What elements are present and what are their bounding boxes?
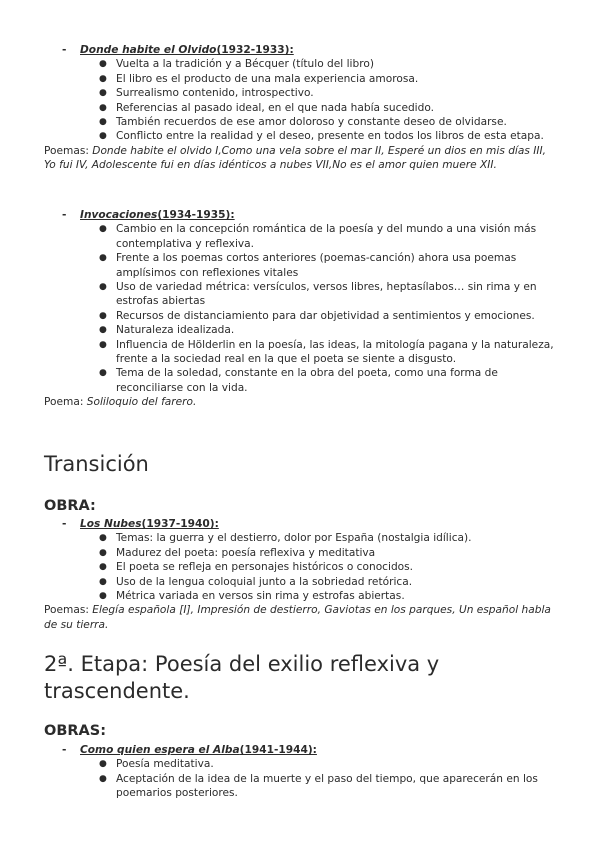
bullet-text: Cambio en la concepción romántica de la poesía y del mundo a una visión más contemplativa y reflexiva. bbox=[116, 223, 537, 250]
bullet-icon: ● bbox=[99, 591, 107, 602]
work-title: Como quien espera el Alba bbox=[80, 744, 240, 756]
dash-marker: - bbox=[62, 209, 67, 221]
bullet-icon: ● bbox=[99, 339, 107, 350]
bullet-icon: ● bbox=[99, 773, 107, 784]
poemas-label: Poemas: bbox=[44, 604, 93, 617]
list-item bbox=[0, 129, 600, 143]
bullet-text: El poeta se refleja en personajes históricos o conocidos. bbox=[116, 561, 414, 574]
bullet-icon: ● bbox=[99, 253, 107, 264]
list-item bbox=[0, 57, 600, 71]
bullet-text: Uso de la lengua coloquial junto a la sobriedad retórica. bbox=[116, 575, 413, 588]
poemas-label: Poemas: bbox=[44, 144, 93, 157]
list-item bbox=[0, 589, 600, 603]
bullet-icon: ● bbox=[99, 73, 107, 84]
list-item bbox=[0, 101, 600, 115]
list-item bbox=[0, 251, 600, 280]
list-item bbox=[0, 280, 600, 309]
bullet-icon: ● bbox=[99, 282, 107, 293]
list-item bbox=[0, 546, 600, 560]
obras-heading: OBRAS: bbox=[44, 723, 107, 739]
work-years: (1932-1933): bbox=[216, 44, 294, 56]
work-years: (1941-1944): bbox=[239, 744, 317, 756]
bullet-text: Aceptación de la idea de la muerte y el paso del tiempo, que aparecerán en los poemarios posteriores. bbox=[116, 772, 538, 800]
poemas-line bbox=[0, 395, 600, 409]
bullet-icon: ● bbox=[99, 117, 107, 128]
list-item bbox=[0, 323, 600, 337]
bullet-text: Temas: la guerra y el destierro, dolor por España (nostalgia idílica). bbox=[116, 532, 472, 545]
bullet-icon: ● bbox=[99, 59, 107, 70]
poemas-line bbox=[0, 144, 600, 173]
bullet-icon: ● bbox=[99, 310, 107, 321]
work-section-invocaciones bbox=[0, 208, 600, 410]
list-item bbox=[0, 560, 600, 574]
bullet-text: Conflicto entre la realidad y el deseo, presente en todos los libros de esta etapa. bbox=[116, 130, 544, 143]
bullet-icon: ● bbox=[99, 759, 107, 770]
bullet-text: Surrealismo contenido, introspectivo. bbox=[116, 87, 314, 100]
obra-heading: OBRA: bbox=[44, 498, 96, 514]
bullet-text: El libro es el producto de una mala experiencia amorosa. bbox=[116, 72, 419, 85]
list-item bbox=[0, 531, 600, 545]
bullet-icon: ● bbox=[99, 325, 107, 336]
work-section-donde-habite bbox=[0, 43, 600, 173]
list-item bbox=[0, 72, 600, 86]
dash-marker: - bbox=[62, 744, 67, 756]
bullet-text: Poesía meditativa. bbox=[116, 758, 214, 771]
list-item bbox=[0, 309, 600, 323]
bullet-text: Madurez del poeta: poesía reflexiva y meditativa bbox=[116, 546, 376, 559]
list-item bbox=[0, 86, 600, 100]
bullet-icon: ● bbox=[99, 102, 107, 113]
work-title: Donde habite el Olvido bbox=[80, 44, 217, 56]
list-item bbox=[0, 772, 600, 801]
list-item bbox=[0, 338, 600, 367]
work-section-como-quien-espera bbox=[0, 743, 600, 801]
bullet-text: También recuerdos de ese amor doloroso y constante deseo de olvidarse. bbox=[116, 116, 507, 129]
bullet-text: Tema de la soledad, constante en la obra del poeta, como una forma de reconciliarse con la vida. bbox=[116, 367, 498, 394]
bullet-icon: ● bbox=[99, 368, 107, 379]
work-heading bbox=[0, 208, 600, 222]
bullet-text: Métrica variada en versos sin rima y estrofas abiertas. bbox=[116, 590, 405, 603]
bullet-text: Frente a los poemas cortos anteriores (poemas-canción) ahora usa poemas amplísimos con reflexiones vitales bbox=[116, 252, 517, 279]
work-years: (1937-1940): bbox=[141, 518, 219, 530]
work-title: Los Nubes bbox=[80, 518, 142, 530]
work-years: (1934-1935): bbox=[157, 209, 235, 221]
bullet-list bbox=[0, 57, 600, 143]
bullet-text: Uso de variedad métrica: versículos, versos libres, heptasílabos… sin rima y en estrofas abiertas bbox=[116, 281, 537, 308]
dash-marker: - bbox=[62, 518, 67, 530]
bullet-text: Recursos de distanciamiento para dar objetividad a sentimientos y emociones. bbox=[116, 309, 535, 322]
bullet-list bbox=[0, 757, 600, 800]
bullet-icon: ● bbox=[99, 547, 107, 558]
list-item bbox=[0, 757, 600, 771]
dash-marker: - bbox=[62, 44, 67, 56]
bullet-icon: ● bbox=[99, 576, 107, 587]
bullet-text: Influencia de Hölderlin en la poesía, las ideas, la mitología pagana y la naturaleza, frente a la sociedad real en la que el poeta se siente a disgusto. bbox=[116, 338, 554, 366]
bullet-text: Vuelta a la tradición y a Bécquer (título del libro) bbox=[116, 58, 374, 71]
work-section-las-nubes bbox=[0, 517, 600, 632]
bullet-icon: ● bbox=[99, 88, 107, 99]
bullet-list bbox=[0, 531, 600, 603]
list-item bbox=[0, 366, 600, 395]
poemas-line bbox=[0, 603, 600, 632]
bullet-icon: ● bbox=[99, 224, 107, 235]
section-title-transicion: Transición bbox=[44, 452, 149, 476]
work-title: Invocaciones bbox=[80, 209, 158, 221]
work-heading bbox=[0, 743, 600, 757]
poemas-list: Soliloquio del farero. bbox=[86, 396, 197, 409]
bullet-icon: ● bbox=[99, 533, 107, 544]
poemas-list: Elegía española [I], Impresión de destierro, Gaviotas en los parques, Un español habla de su tierra. bbox=[44, 604, 551, 631]
list-item bbox=[0, 222, 600, 251]
work-heading bbox=[0, 517, 600, 531]
work-heading bbox=[0, 43, 600, 57]
list-item bbox=[0, 575, 600, 589]
poemas-label: Poema: bbox=[44, 396, 87, 409]
bullet-list bbox=[0, 222, 600, 395]
bullet-icon: ● bbox=[99, 562, 107, 573]
section-title-etapa-2: 2ª. Etapa: Poesía del exilio reflexiva y trascendente. bbox=[44, 652, 440, 703]
bullet-text: Naturaleza idealizada. bbox=[116, 324, 235, 337]
bullet-icon: ● bbox=[99, 131, 107, 142]
list-item bbox=[0, 115, 600, 129]
bullet-text: Referencias al pasado ideal, en el que nada había sucedido. bbox=[116, 101, 435, 114]
poemas-list: Donde habite el olvido I,Como una vela sobre el mar II, Esperé un dios en mis días III, Yo fui IV, Adolescente fui en días idénticos a nubes VII,No es el amor quien muere XII. bbox=[44, 144, 546, 172]
